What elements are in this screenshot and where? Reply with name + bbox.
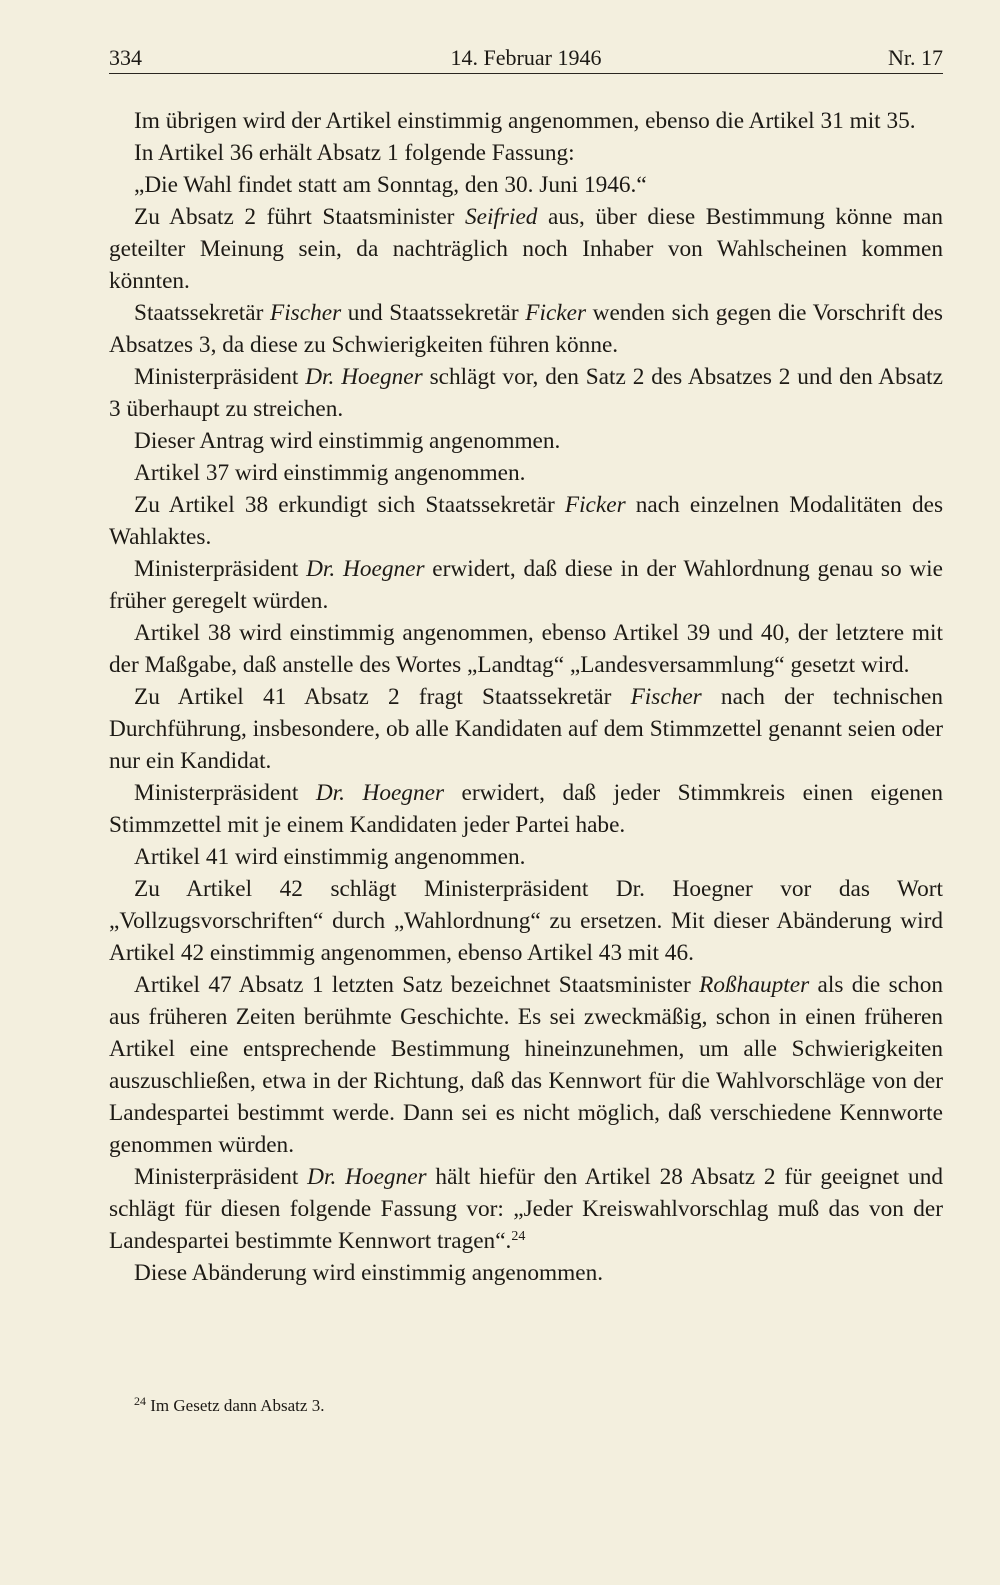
paragraph-text: schlägt vor, den Satz 2 des Absatzes 2 und den Absatz 3 überhaupt zu streichen.: [109, 364, 943, 422]
paragraph-text: Zu Artikel 42 schlägt Ministerpräsident Dr. Hoegner vor das Wort „Vollzugsvorschriften“ durch „Wahlordnung“ zu ersetzen. Mit dieser Abänderung wird Artikel 42 einstimmig angenommen, ebenso Artikel 43 mit 46.: [109, 876, 943, 966]
paragraph-text: nach der technischen Durchführung, insbesondere, ob alle Kandidaten auf dem Stimmzettel genannt seien oder nur ein Kandidat.: [109, 684, 943, 774]
paragraph-text: Artikel 41 wird einstimmig angenommen.: [134, 844, 526, 870]
paragraph-text: erwidert, daß jeder Stimmkreis einen eigenen Stimmzettel mit je einem Kandidaten jeder Partei habe.: [109, 780, 943, 838]
paragraph: [109, 553, 943, 617]
person-name: Seifried: [464, 204, 538, 230]
paragraph: [109, 681, 943, 777]
issue-number: Nr. 17: [888, 45, 943, 70]
paragraph: [109, 105, 943, 137]
paragraph: [109, 457, 943, 489]
paragraph: [109, 617, 943, 681]
paragraph: [109, 425, 943, 457]
paragraph: [109, 969, 943, 1161]
person-name: Roßhaupter: [699, 972, 810, 998]
paragraph: [109, 489, 943, 553]
paragraph-text: Staatssekretär: [134, 300, 270, 326]
paragraph-text: Im übrigen wird der Artikel einstimmig angenommen, ebenso die Artikel 31 mit 35.: [134, 108, 916, 134]
paragraph-text: Diese Abänderung wird einstimmig angenommen.: [134, 1260, 604, 1286]
paragraph: [109, 777, 943, 841]
footnote: [134, 1395, 324, 1417]
paragraph-text: wenden sich gegen die Vorschrift des Absatzes 3, da diese zu Schwierigkeiten führen könne.: [109, 300, 944, 358]
paragraph-text: Zu Absatz 2 führt Staatsminister: [134, 204, 465, 230]
paragraph-text: Artikel 47 Absatz 1 letzten Satz bezeichnet Staatsminister: [134, 972, 700, 998]
paragraph-text: Dieser Antrag wird einstimmig angenommen.: [134, 428, 561, 454]
paragraph: [109, 361, 943, 425]
body-text: [109, 105, 943, 1289]
paragraph-text: nach einzelnen Modalitäten des Wahlaktes.: [109, 492, 944, 550]
paragraph: [109, 169, 943, 201]
person-name: Fischer: [269, 300, 342, 326]
person-name: Ficker: [525, 300, 587, 326]
paragraph-text: In Artikel 36 erhält Absatz 1 folgende Fassung:: [134, 140, 575, 166]
person-name: Dr. Hoegner: [306, 556, 425, 582]
person-name: Ficker: [564, 492, 626, 518]
person-name: Fischer: [630, 684, 702, 710]
paragraph-text: Artikel 38 wird einstimmig angenommen, ebenso Artikel 39 und 40, der letztere mit der Maßgabe, daß anstelle des Wortes „Landtag“ „Landesversammlung“ gesetzt wird.: [109, 620, 943, 678]
paragraph-text: hält hiefür den Artikel 28 Absatz 2 für geeignet und schlägt für diesen folgende Fassung vor: „Jeder Kreiswahlvorschlag muß das von der Landespartei bestimmte Kennwort tragen“.: [109, 1164, 943, 1254]
paragraph-text: Ministerpräsident: [134, 364, 306, 390]
paragraph-text: Zu Artikel 41 Absatz 2 fragt Staatssekretär: [134, 684, 631, 710]
paragraph-text: Ministerpräsident: [134, 556, 307, 582]
running-header: [109, 43, 943, 74]
paragraph-text: Artikel 37 wird einstimmig angenommen.: [134, 460, 526, 486]
paragraph: [109, 1257, 943, 1289]
paragraph-text: Zu Artikel 38 erkundigt sich Staatssekretär: [134, 492, 565, 518]
footnote-reference: 24: [511, 1229, 526, 1244]
paragraph-text: aus, über diese Bestimmung könne man geteilter Meinung sein, da nachträglich noch Inhaber von Wahlscheinen kommen könnten.: [109, 204, 943, 294]
paragraph: [109, 201, 943, 297]
paragraph-text: Ministerpräsident: [134, 1164, 308, 1190]
paragraph: [109, 873, 943, 969]
person-name: Dr. Hoegner: [315, 780, 445, 806]
paragraph: [109, 137, 943, 169]
page-number: 334: [109, 45, 142, 70]
paragraph: [109, 841, 943, 873]
footnote-marker: 24: [134, 1394, 146, 1408]
footnote-text: Im Gesetz dann Absatz 3.: [150, 1396, 325, 1415]
paragraph-text: erwidert, daß diese in der Wahlordnung genau so wie früher geregelt würden.: [109, 556, 943, 614]
paragraph-text: Ministerpräsident: [134, 780, 316, 806]
paragraph: [109, 297, 943, 361]
paragraph: [109, 1161, 943, 1257]
person-name: Dr. Hoegner: [305, 364, 423, 390]
person-name: Dr. Hoegner: [307, 1164, 427, 1190]
paragraph-text: als die schon aus früheren Zeiten berühmte Geschichte. Es sei zweckmäßig, schon in einen früheren Artikel eine entsprechende Bestimmung hineinzunehmen, um alle Schwierigkeiten auszuschließen, etwa in der Richtung, daß das Kennwort für die Wahlvorschläge von der Landespartei bestimmt werde. Dann sei es nicht möglich, daß verschiedene Kennworte genommen würden.: [109, 972, 943, 1158]
header-date: 14. Februar 1946: [450, 45, 602, 70]
paragraph-text: und Staatssekretär: [341, 300, 526, 326]
paragraph-text: „Die Wahl findet statt am Sonntag, den 30. Juni 1946.“: [134, 172, 647, 198]
